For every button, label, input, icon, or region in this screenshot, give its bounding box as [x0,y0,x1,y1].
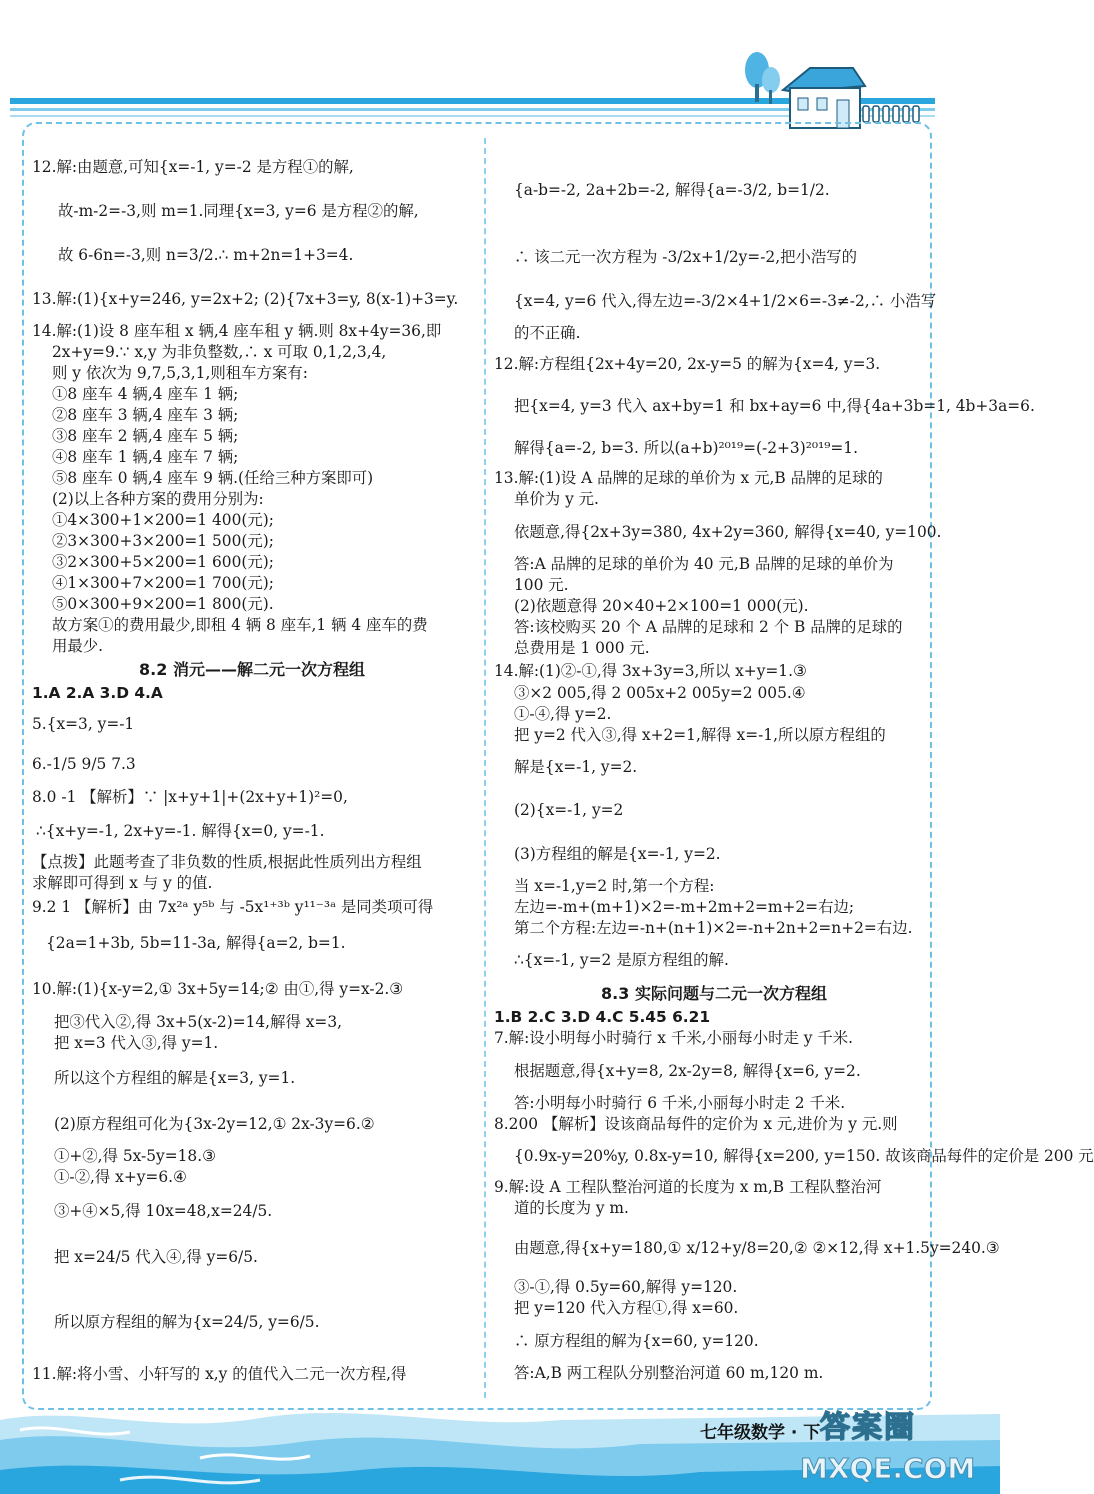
left-line-32: 把 x=3 代入③,得 y=1. [54,1034,219,1052]
left-line-3: 13.解:(1){x+y=246, y=2x+2; (2){7x+3=y, 8(x-1)+3=y. [32,290,459,308]
right-line-12: (2)依题意得 20×40+2×100=1 000(元). [514,597,809,615]
left-line-19: 用最少. [52,637,104,655]
left-line-14: ②3×300+3×200=1 500(元); [52,532,274,550]
right-line-34: 道的长度为 y m. [514,1199,629,1217]
left-line-15: ③2×300+5×200=1 600(元); [52,553,274,571]
right-line-6: 解得{a=-2, b=3. 所以(a+b)²⁰¹⁹=(-2+3)²⁰¹⁹=1. [514,439,858,457]
left-line-1: 故-m-2=-3,则 m=1.同理{x=3, y=6 是方程②的解, [58,202,419,220]
right-line-1: ∴ 该二元一次方程为 -3/2x+1/2y=-2,把小浩写的 [514,248,858,266]
left-line-34: (2)原方程组可化为{3x-2y=12,① 2x-3y=6.② [54,1115,375,1133]
house-illustration-icon [735,40,935,135]
right-line-35: 由题意,得{x+y=180,① x/12+y/8=20,② ②×12,得 x+1.5y=240.③ [514,1239,1000,1257]
right-line-28: 7.解:设小明每小时骑行 x 千米,小丽每小时走 y 千米. [494,1029,854,1047]
right-line-33: 9.解:设 A 工程队整治河道的长度为 x m,B 工程队整治河 [494,1178,882,1196]
right-line-39: 答:A,B 两工程队分别整治河道 60 m,120 m. [514,1364,824,1382]
left-line-33: 所以这个方程组的解是{x=3, y=1. [54,1069,296,1087]
left-line-31: 把③代入②,得 3x+5(x-2)=14,解得 x=3, [54,1013,343,1031]
right-line-5: 把{x=4, y=3 代入 ax+by=1 和 bx+ay=6 中,得{4a+3b=1, 4b+3a=6. [514,397,1035,415]
left-line-23: 6.-1/5 9/5 7.3 [32,755,136,773]
right-line-14: 总费用是 1 000 元. [514,639,650,657]
right-line-29: 根据题意,得{x+y=8, 2x-2y=8, 解得{x=6, y=2. [514,1062,861,1080]
right-line-23: 左边=-m+(m+1)×2=-m+2m+2=m+2=右边; [514,898,855,916]
left-line-35: ①+②,得 5x-5y=18.③ [54,1147,216,1165]
right-line-2: {x=4, y=6 代入,得左边=-3/2×4+1/2×6=-3≠-2,∴ 小浩写 [514,292,937,310]
left-line-12: (2)以上各种方案的费用分别为: [52,490,264,508]
column-divider [484,138,486,1398]
left-line-8: ②8 座车 3 辆,4 座车 3 辆; [52,406,239,424]
right-line-25: ∴{x=-1, y=2 是原方程组的解. [514,951,729,969]
section-title-8-3: 8.3 实际问题与二元一次方程组 [601,984,827,1003]
left-line-21: 1.A 2.A 3.D 4.A [32,684,163,702]
watermark-logo: 答案圈 [820,1410,916,1445]
left-line-0: 12.解:由题意,可知{x=-1, y=-2 是方程①的解, [32,158,354,176]
left-line-13: ①4×300+1×200=1 400(元); [52,511,274,529]
watermark-url: MXQE.COM [800,1452,976,1485]
left-line-18: 故方案①的费用最少,即租 4 辆 8 座车,1 辆 4 座车的费 [52,616,428,634]
left-line-39: 所以原方程组的解为{x=24/5, y=6/5. [54,1313,320,1331]
left-line-29: {2a=1+3b, 5b=11-3a, 解得{a=2, b=1. [46,934,346,952]
left-line-30: 10.解:(1){x-y=2,① 3x+5y=14;② 由①,得 y=x-2.③ [32,980,404,998]
right-line-3: 的不正确. [514,324,581,342]
right-line-19: 解是{x=-1, y=2. [514,758,638,776]
left-line-26: 【点拨】此题考查了非负数的性质,根据此性质列出方程组 [32,853,422,871]
left-line-11: ⑤8 座车 0 辆,4 座车 9 辆.(任给三种方案即可) [52,469,374,487]
right-line-21: (3)方程组的解是{x=-1, y=2. [514,845,721,863]
right-line-31: 8.200 【解析】设该商品每件的定价为 x 元,进价为 y 元.则 [494,1115,898,1133]
left-line-6: 则 y 依次为 9,7,5,3,1,则租车方案有: [52,364,308,382]
left-line-16: ④1×300+7×200=1 700(元); [52,574,274,592]
left-line-9: ③8 座车 2 辆,4 座车 5 辆; [52,427,239,445]
right-line-27: 1.B 2.C 3.D 4.C 5.45 6.21 [494,1008,711,1026]
left-line-10: ④8 座车 1 辆,4 座车 7 辆; [52,448,239,466]
left-line-37: ③+④×5,得 10x=48,x=24/5. [54,1202,273,1220]
left-line-24: 8.0 -1 【解析】∵ |x+y+1|+(2x+y+1)²=0, [32,788,348,806]
right-line-7: 13.解:(1)设 A 品牌的足球的单价为 x 元,B 品牌的足球的 [494,469,883,487]
right-line-17: ①-④,得 y=2. [514,705,612,723]
section-title-8-2: 8.2 消元——解二元一次方程组 [139,660,365,679]
right-line-15: 14.解:(1)②-①,得 3x+3y=3,所以 x+y=1.③ [494,662,807,680]
right-line-9: 依题意,得{2x+3y=380, 4x+2y=360, 解得{x=40, y=100. [514,523,942,541]
right-line-30: 答:小明每小时骑行 6 千米,小丽每小时走 2 千米. [514,1094,846,1112]
left-line-17: ⑤0×300+9×200=1 800(元). [52,595,274,613]
right-line-32: {0.9x-y=20%y, 0.8x-y=10, 解得{x=200, y=150. 故该商品每件的定价是 200 元 [514,1147,1094,1165]
right-line-38: ∴ 原方程组的解为{x=60, y=120. [514,1332,759,1350]
footer-grade-label: 七年级数学 · 下 [700,1423,821,1443]
right-line-4: 12.解:方程组{2x+4y=20, 2x-y=5 的解为{x=4, y=3. [494,355,881,373]
right-line-36: ③-①,得 0.5y=60,解得 y=120. [514,1278,738,1296]
left-line-5: 2x+y=9.∵ x,y 为非负整数,∴ x 可取 0,1,2,3,4, [52,343,387,361]
right-line-13: 答:该校购买 20 个 A 品牌的足球和 2 个 B 品牌的足球的 [514,618,903,636]
right-line-37: 把 y=120 代入方程①,得 x=60. [514,1299,739,1317]
left-line-28: 9.2 1 【解析】由 7x²ᵃ y⁵ᵇ 与 -5x¹⁺³ᵇ y¹¹⁻³ᵃ 是同类项可得 [32,898,434,916]
left-line-25: ∴{x+y=-1, 2x+y=-1. 解得{x=0, y=-1. [36,822,325,840]
right-line-20: (2){x=-1, y=2 [514,801,624,819]
right-line-22: 当 x=-1,y=2 时,第一个方程: [514,877,715,895]
left-line-40: 11.解:将小雪、小轩写的 x,y 的值代入二元一次方程,得 [32,1365,407,1383]
left-line-36: ①-②,得 x+y=6.④ [54,1168,187,1186]
right-line-10: 答:A 品牌的足球的单价为 40 元,B 品牌的足球的单价为 [514,555,894,573]
left-line-22: 5.{x=3, y=-1 [32,715,135,733]
right-line-11: 100 元. [514,576,569,594]
left-line-27: 求解即可得到 x 与 y 的值. [32,874,213,892]
right-line-18: 把 y=2 代入③,得 x+2=1,解得 x=-1,所以原方程组的 [514,726,886,744]
right-column [494,145,1094,1384]
left-line-7: ①8 座车 4 辆,4 座车 1 辆; [52,385,239,403]
right-line-0: {a-b=-2, 2a+2b=-2, 解得{a=-3/2, b=1/2. [514,181,830,199]
right-line-24: 第二个方程:左边=-n+(n+1)×2=-n+2n+2=n+2=右边. [514,919,913,937]
right-line-8: 单价为 y 元. [514,490,599,508]
left-column [32,145,472,1385]
right-line-16: ③×2 005,得 2 005x+2 005y=2 005.④ [514,684,806,702]
left-line-2: 故 6-6n=-3,则 n=3/2.∴ m+2n=1+3=4. [58,246,354,264]
left-line-38: 把 x=24/5 代入④,得 y=6/5. [54,1248,258,1266]
left-line-4: 14.解:(1)设 8 座车租 x 辆,4 座车租 y 辆.则 8x+4y=36,即 [32,322,442,340]
